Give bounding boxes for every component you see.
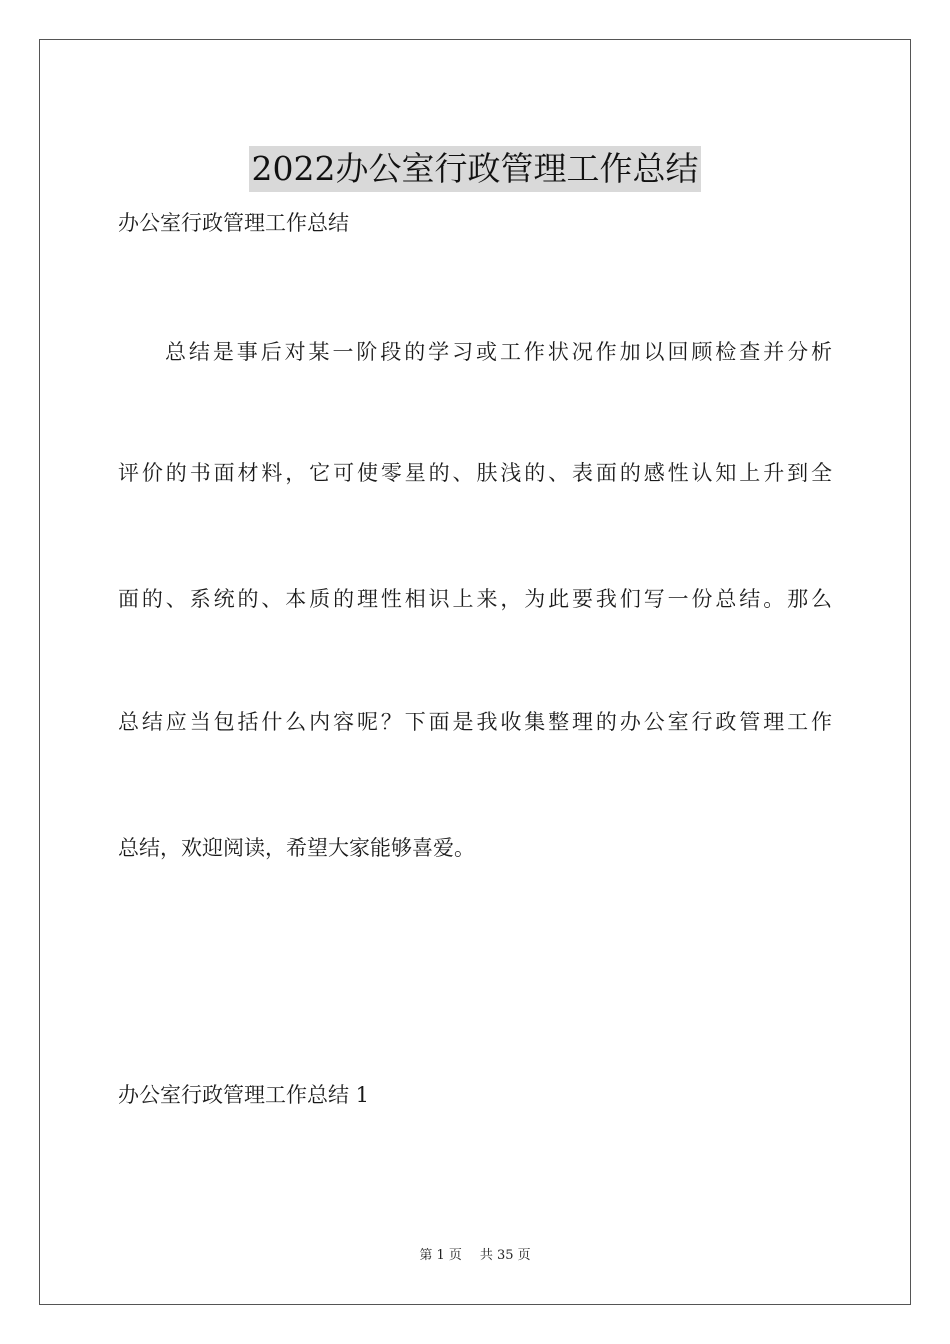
document-title: 2022办公室行政管理工作总结 — [249, 146, 702, 192]
paragraph-line-3: 面的、系统的、本质的理性相识上来，为此要我们写一份总结。那么 — [118, 587, 832, 611]
section-heading: 办公室行政管理工作总结 1 — [118, 1083, 370, 1107]
paragraph-line-4: 总结应当包括什么内容呢？下面是我收集整理的办公室行政管理工作 — [118, 710, 832, 734]
page-number: 第 1 页 — [419, 1248, 462, 1263]
page-total: 共 35 页 — [479, 1248, 531, 1263]
page-footer — [0, 1247, 950, 1265]
paragraph-line-1: 总结是事后对某一阶段的学习或工作状况作加以回顾检查并分析 — [165, 340, 832, 364]
paragraph-line-2: 评价的书面材料，它可使零星的、肤浅的、表面的感性认知上升到全 — [118, 461, 832, 485]
paragraph-line-5: 总结，欢迎阅读，希望大家能够喜爱。 — [118, 836, 475, 860]
document-subtitle: 办公室行政管理工作总结 — [118, 211, 349, 235]
title-container — [0, 124, 950, 214]
